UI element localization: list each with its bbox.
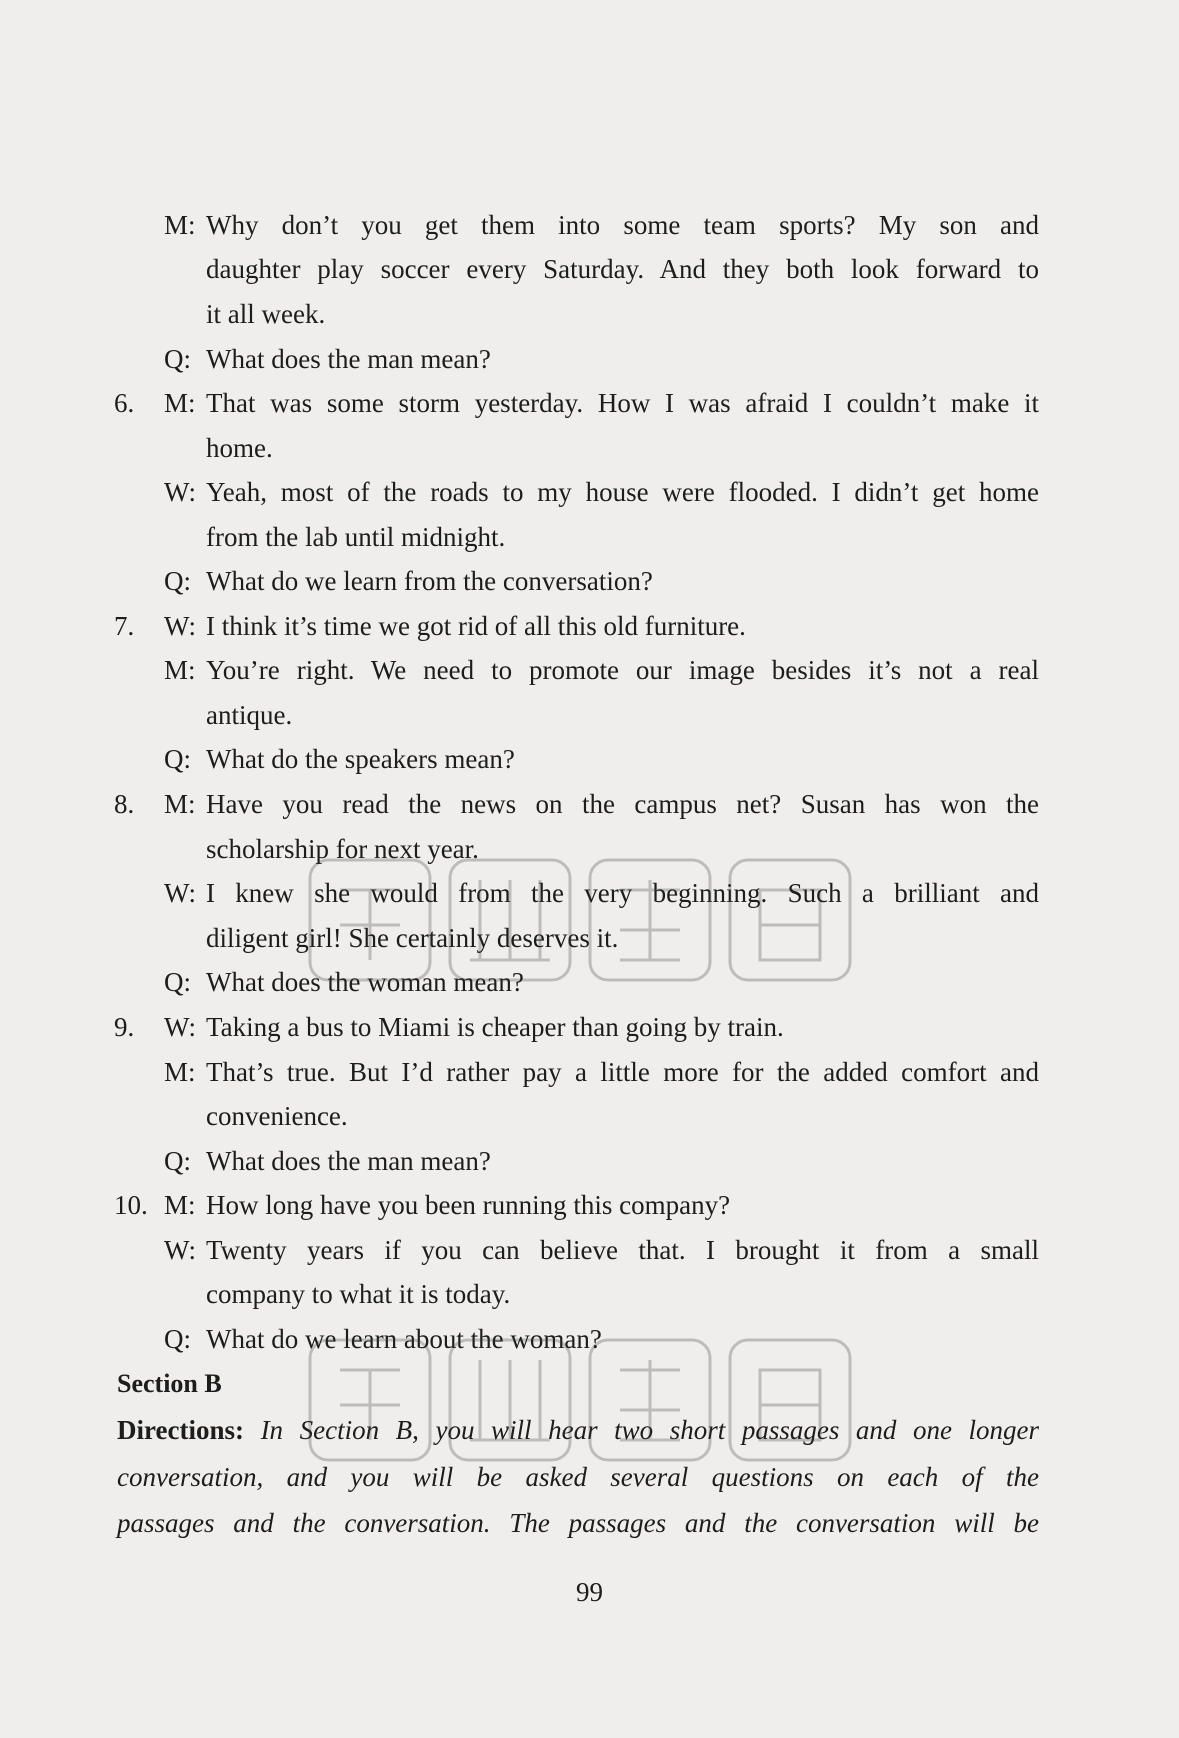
- dialogue-line: [0, 1183, 1179, 1227]
- item-number: 8.: [114, 789, 135, 819]
- question-text: What do we learn from the conversation?: [206, 566, 653, 596]
- watermark-stamp: [300, 1320, 860, 1480]
- dialogue-line: [0, 1228, 1179, 1272]
- question-text: What does the man mean?: [206, 1146, 491, 1176]
- speaker-label: Q:: [164, 744, 191, 774]
- page-number: 99: [576, 1577, 603, 1607]
- watermark-stamp: [300, 840, 860, 1000]
- speaker-label: W:: [164, 878, 196, 908]
- dialogue-text: diligent girl! She certainly deserves it.: [206, 923, 619, 953]
- dialogue-line: [0, 381, 1179, 425]
- speaker-label: W:: [164, 1012, 196, 1042]
- speaker-label: W:: [164, 477, 196, 507]
- question-line: [0, 337, 1179, 381]
- dialogue-line: [0, 470, 1179, 514]
- speaker-label: Q:: [164, 967, 191, 997]
- dialogue-text: convenience.: [206, 1101, 348, 1131]
- question-line: [0, 737, 1179, 781]
- dialogue-line: [0, 426, 1179, 470]
- speaker-label: W:: [164, 1235, 196, 1265]
- item-number: 9.: [114, 1012, 135, 1042]
- question-line: [0, 1139, 1179, 1183]
- speaker-label: M:: [164, 655, 196, 685]
- dialogue-text: You’re right. We need to promote our image besides it’s not a real: [206, 655, 1039, 685]
- speaker-label: M:: [164, 210, 196, 240]
- dialogue-text: antique.: [206, 700, 293, 730]
- speaker-label: Q:: [164, 1324, 191, 1354]
- dialogue-text: Why don’t you get them into some team sports? My son and: [206, 210, 1039, 240]
- dialogue-text: daughter play soccer every Saturday. And they both look forward to: [206, 254, 1039, 284]
- speaker-label: W:: [164, 611, 196, 641]
- question-text: What do the speakers mean?: [206, 744, 515, 774]
- dialogue-text: That was some storm yesterday. How I was afraid I couldn’t make it: [206, 388, 1039, 418]
- section-heading: Section B: [117, 1369, 222, 1398]
- dialogue-text: Twenty years if you can believe that. I brought it from a small: [206, 1235, 1039, 1265]
- dialogue-text: home.: [206, 433, 273, 463]
- dialogue-text: Taking a bus to Miami is cheaper than going by train.: [206, 1012, 784, 1042]
- directions-line-1: In Section B, you will hear two short passages and one longer: [260, 1415, 1040, 1445]
- dialogue-line: [0, 292, 1179, 336]
- dialogue-line: [0, 515, 1179, 559]
- dialogue-text: scholarship for next year.: [206, 834, 479, 864]
- dialogue-text: it all week.: [206, 299, 326, 329]
- dialogue-line: [0, 782, 1179, 826]
- dialogue-text: company to what it is today.: [206, 1279, 511, 1309]
- speaker-label: Q:: [164, 1146, 191, 1176]
- question-text: What do we learn about the woman?: [206, 1324, 602, 1354]
- dialogue-text: I think it’s time we got rid of all this old furniture.: [206, 611, 746, 641]
- dialogue-line: [0, 203, 1179, 247]
- item-number: 10.: [114, 1190, 148, 1220]
- dialogue-line: [0, 693, 1179, 737]
- dialogue-line: [0, 1094, 1179, 1138]
- speaker-label: Q:: [164, 344, 191, 374]
- dialogue-text: Yeah, most of the roads to my house were flooded. I didn’t get home: [206, 477, 1039, 507]
- dialogue-line: [0, 648, 1179, 692]
- dialogue-text: Have you read the news on the campus net? Susan has won the: [206, 789, 1039, 819]
- dialogue-text: How long have you been running this company?: [206, 1190, 731, 1220]
- directions-line: [0, 1501, 1179, 1545]
- speaker-label: M:: [164, 388, 196, 418]
- dialogue-line: [0, 604, 1179, 648]
- dialogue-line: [0, 1050, 1179, 1094]
- speaker-label: M:: [164, 1190, 196, 1220]
- dialogue-line: [0, 1005, 1179, 1049]
- directions-line-2: conversation, and you will be asked several questions on each of the: [117, 1462, 1039, 1492]
- item-number: 7.: [114, 611, 135, 641]
- speaker-label: M:: [164, 789, 196, 819]
- directions-label: Directions:: [117, 1415, 244, 1445]
- question-text: What does the woman mean?: [206, 967, 524, 997]
- dialogue-text: I knew she would from the very beginning. Such a brilliant and: [206, 878, 1039, 908]
- question-text: What does the man mean?: [206, 344, 491, 374]
- item-number: 6.: [114, 388, 135, 418]
- speaker-label: M:: [164, 1057, 196, 1087]
- dialogue-line: [0, 1272, 1179, 1316]
- dialogue-line: [0, 247, 1179, 291]
- directions-line-3: passages and the conversation. The passages and the conversation will be: [117, 1508, 1039, 1538]
- dialogue-text: from the lab until midnight.: [206, 522, 506, 552]
- dialogue-text: That’s true. But I’d rather pay a little more for the added comfort and: [206, 1057, 1039, 1087]
- speaker-label: Q:: [164, 566, 191, 596]
- question-line: [0, 559, 1179, 603]
